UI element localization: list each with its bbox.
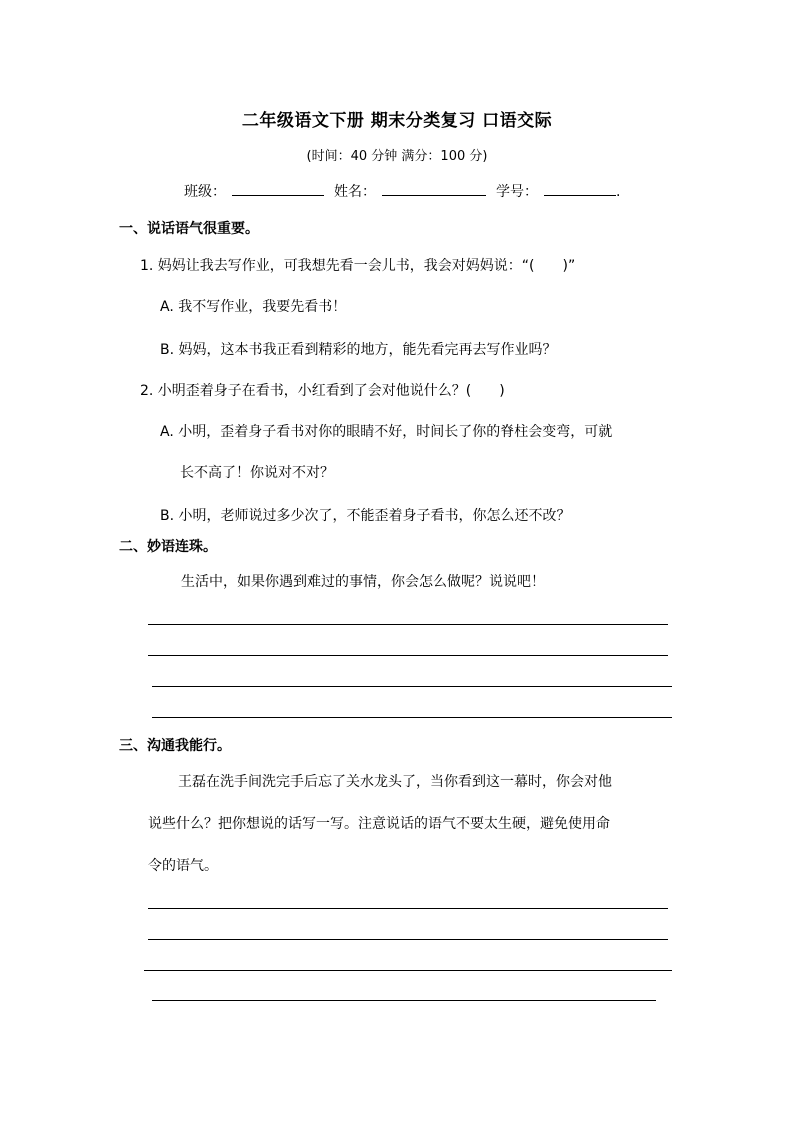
question-2-option-b[interactable]: B. 小明，老师说过多少次了，不能歪着身子看书，你怎么还不改？: [160, 508, 571, 524]
section2-answer-line-4[interactable]: [152, 717, 672, 718]
student-info-row: [184, 181, 620, 201]
page-title: 二年级语文下册 期末分类复习 口语交际: [241, 111, 553, 131]
class-blank[interactable]: [232, 181, 324, 196]
section2-answer-line-3[interactable]: [152, 686, 672, 687]
section3-answer-line-3[interactable]: [144, 970, 672, 971]
section3-paragraph-line-1: 王磊在洗手间洗完手后忘了关水龙头了，当你看到这一幕时，你会对他: [178, 774, 612, 790]
section3-paragraph-line-3: 令的语气。: [148, 858, 218, 874]
id-blank[interactable]: [544, 181, 616, 196]
class-label: 班级：: [184, 184, 226, 200]
section2-answer-line-2[interactable]: [148, 655, 668, 656]
info-end-mark: .: [616, 184, 621, 200]
section2-prompt: 生活中，如果你遇到难过的事情，你会怎么做呢？说说吧！: [181, 574, 545, 590]
section1-heading: 一、说话语气很重要。: [119, 221, 259, 237]
question-1: 1. 妈妈让我去写作业，可我想先看一会儿书，我会对妈妈说：“( )”: [140, 258, 576, 274]
id-label: 学号：: [496, 184, 538, 200]
question-1-option-b[interactable]: B. 妈妈，这本书我正看到精彩的地方，能先看完再去写作业吗？: [160, 342, 557, 358]
question-2-option-a[interactable]: A. 小明，歪着身子看书对你的眼睛不好，时间长了你的脊柱会变弯，可就: [160, 424, 613, 440]
section2-answer-line-1[interactable]: [148, 624, 668, 625]
exam-time-score: (时间：40 分钟 满分：100 分): [306, 149, 488, 164]
section3-answer-line-1[interactable]: [148, 908, 668, 909]
question-2-option-a-continued: 长不高了！你说对不对？: [180, 465, 334, 481]
name-label: 姓名：: [334, 184, 376, 200]
name-blank[interactable]: [382, 181, 486, 196]
section2-heading: 二、妙语连珠。: [119, 539, 217, 555]
section3-paragraph-line-2: 说些什么？把你想说的话写一写。注意说话的语气不要太生硬，避免使用命: [148, 816, 610, 832]
section3-answer-line-4[interactable]: [152, 1000, 656, 1001]
section3-heading: 三、沟通我能行。: [119, 738, 231, 754]
question-2: 2. 小明歪着身子在看书，小红看到了会对他说什么？( ): [140, 383, 505, 399]
question-1-option-a[interactable]: A. 我不写作业，我要先看书！: [160, 299, 347, 315]
section3-answer-line-2[interactable]: [148, 939, 668, 940]
